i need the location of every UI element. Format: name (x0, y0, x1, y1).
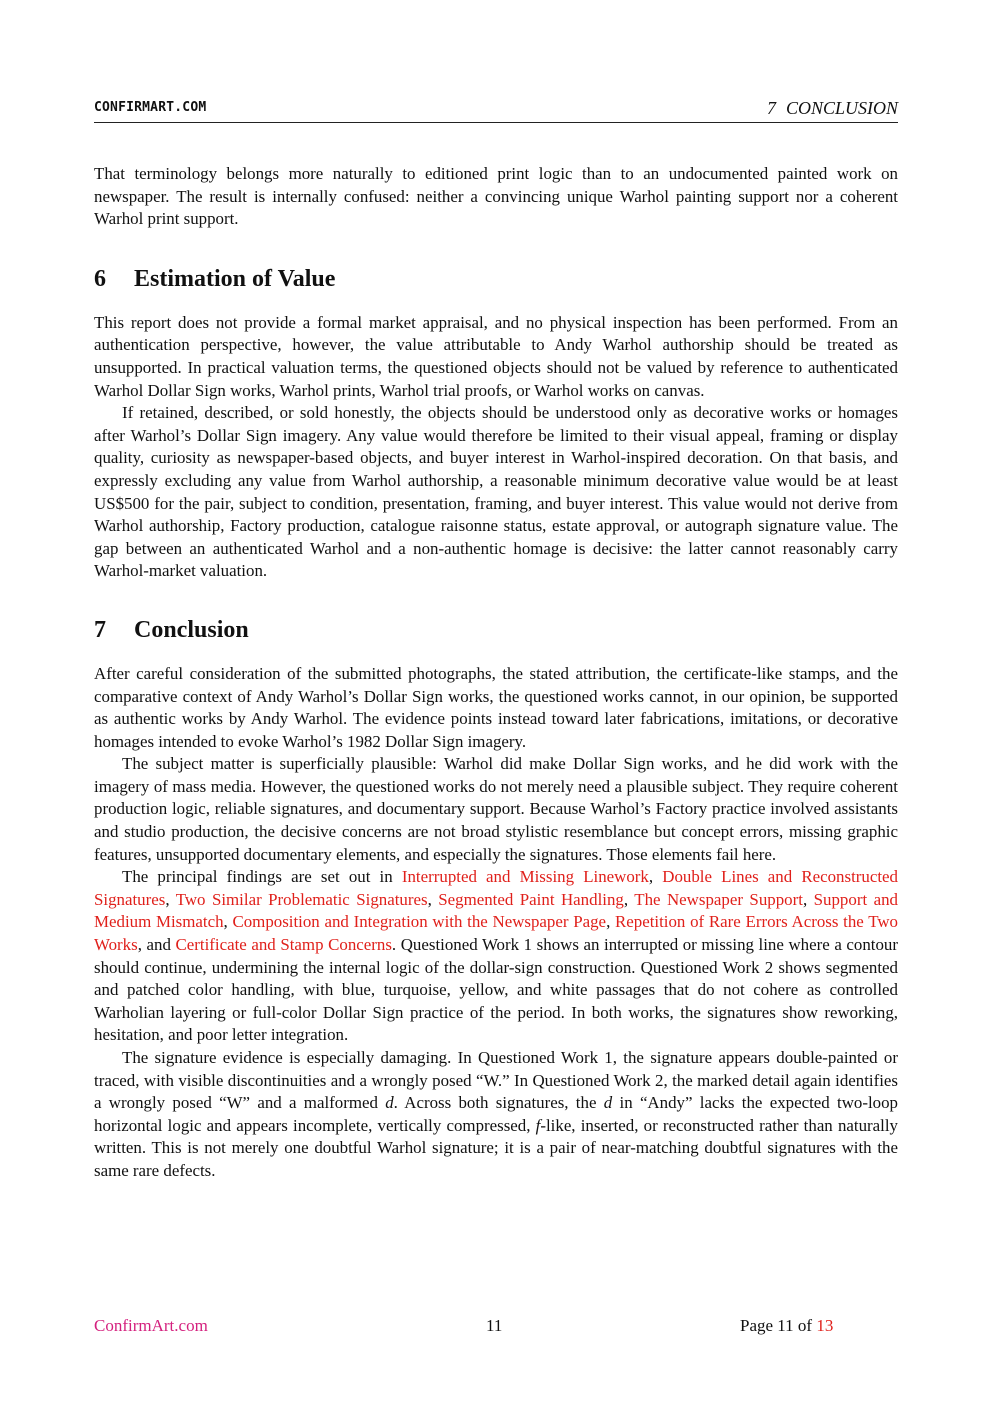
link-support-medium-mismatch[interactable]: Support and Medium Mismatch (94, 889, 898, 932)
signature-letter-d-2: d (603, 1093, 613, 1113)
section-6-number: 6 (94, 265, 106, 292)
link-composition-integration[interactable]: Composition and Integration with the Newspaper Page (232, 912, 607, 932)
footer-page-count (740, 1316, 833, 1336)
section-7-paragraph-1: After careful consideration of the submitted photographs, the stated attribution, the certificate-like stamps, and the comparative context of Andy Warhol’s Dollar Sign works, the questioned works cannot, in our opinion, be supported as authentic works by Andy Warhol. The evidence points instead toward later fabrications, imitations, or decorative homages intended to evoke Warhol’s 1982 Dollar Sign imagery. (94, 663, 898, 751)
section-6-heading (94, 264, 898, 294)
findings-intro: The principal findings are set out in (122, 867, 393, 887)
link-double-lines-signatures[interactable]: Double Lines and Reconstructed Signatures (94, 867, 898, 909)
findings-and: and (146, 935, 171, 955)
findings-paragraph: The principal findings are set out in Interrupted and Missing Linework, Double Lines and Reconstructed Signatures, Two Similar Problematic Signatures, Segmented Paint Handling, The Newspaper Support, Support and Medium Mismatch, Composition and Integration with the Newspaper Page, Repetition of Rare Errors Across the Two Works, and Certificate and Stamp Concerns. Questioned Work 1 shows an interrupted or missing line where a contour should continue, undermining the internal logic of the dollar-sign construction. Questioned Work 2 shows segmented and patched color handling, with blue, turquoise, yellow, and white passages that do not cohere as controlled Warholian layering or full-color Dollar Sign practice of the period. In both works, the signatures show reworking, hesitation, and poor letter integration. (94, 867, 899, 1045)
signature-text-1: The signature evidence is especially damaging. In Questioned Work 1, the signature appears double-painted or traced, with visible discontinuities and a wrongly posed “W.” In Questioned Work 2, the marked detail again identifies a wrongly posed “W” and a malformed (94, 1048, 898, 1113)
section-7-paragraph-2: The subject matter is superficially plausible: Warhol did make Dollar Sign works, and he did work with the imagery of mass media. However, the questioned works do not merely need a plausible subject. They require coherent production logic, reliable signatures, and documentary support. Because Warhol’s Factory practice involved assistants and studio production, the decisive concerns are not broad stylistic resemblance but concept errors, missing graphic features, unsupported documentary elements, and especially the signatures. Those elements fail here. (94, 754, 898, 864)
section-6-paragraph-2: If retained, described, or sold honestly, the objects should be understood only as decorative works or homages after Warhol’s Dollar Sign imagery. Any value would therefore be limited to their visual appeal, framing or display quality, curiosity as newspaper-based objects, and buyer interest in Warhol-inspired decoration. On that basis, and expressly excluding any value from Warhol authorship, a reasonable minimum decorative value would be at least US$500 for the pair, subject to condition, presentation, framing, and buyer interest. This value would not derive from Warhol authorship, Factory production, catalogue raisonne status, estate approval, or autograph signature value. The gap between an authenticated Warhol and a non-authentic homage is decisive: the latter cannot reasonably carry Warhol-market valuation. (94, 403, 898, 581)
link-certificate-stamp[interactable]: Certificate and Stamp Concerns (175, 935, 392, 955)
footer-page-label: Page 11 of (740, 1316, 813, 1335)
header-section-number: 7 (766, 98, 776, 118)
footer-total-pages-link[interactable]: 13 (816, 1316, 834, 1335)
header-section (767, 98, 898, 119)
page-content (94, 163, 898, 1183)
signature-letter-f: f (535, 1115, 541, 1135)
link-repetition-rare-errors[interactable]: Repetition of Rare Errors Across the Two Works (94, 912, 898, 955)
page-header (94, 98, 898, 123)
findings-rest: Questioned Work 1 shows an interrupted or missing line where a contour should continue, undermining the internal logic of the dollar-sign construction. Questioned Work 2 shows segmented and patched color handling, with blue, turquoise, yellow, and white passages that do not cohere as controlled Warholian layering or full-color Dollar Sign practice of the period. In both works, the signatures show reworking, hesitation, and poor letter integration. (94, 935, 899, 1045)
signature-text-2: . Across both signatures, the (393, 1093, 604, 1113)
section-7-title: Conclusion (134, 616, 249, 643)
signature-text-3: in “Andy” lacks the expected two-loop horizontal logic and appears incomplete, vertically compressed, (94, 1093, 899, 1135)
footer-site-link[interactable]: ConfirmArt.com (94, 1316, 208, 1335)
signature-letter-d-1: d (385, 1093, 394, 1113)
section-7-number: 7 (94, 616, 106, 643)
footer-page-number: 11 (486, 1316, 503, 1335)
signature-paragraph (94, 1047, 898, 1183)
header-logo: CONFIRMART.COM (94, 100, 207, 115)
link-segmented-paint[interactable]: Segmented Paint Handling (438, 889, 624, 909)
section-6-paragraph-1: This report does not provide a formal market appraisal, and no physical inspection has been performed. From an authentication perspective, however, the value attributable to Andy Warhol authorship should be treated as unsupported. In practical valuation terms, the questioned objects should not be valued by reference to authenticated Warhol Dollar Sign works, Warhol prints, Warhol trial proofs, or Warhol works on canvas. (94, 312, 898, 400)
page-footer (94, 1316, 898, 1340)
header-section-title: CONCLUSION (785, 98, 898, 118)
link-interrupted-linework[interactable]: Interrupted and Missing Linework (401, 867, 649, 887)
link-two-similar-signatures[interactable]: Two Similar Problematic Signatures (175, 889, 428, 909)
section-6-title: Estimation of Value (134, 265, 336, 292)
intro-paragraph: That terminology belongs more naturally to editioned print logic than to an undocumented painted work on newspaper. The result is internally confused: neither a convincing unique Warhol painting support nor a coherent Warhol print support. (94, 164, 898, 229)
signature-text-4: -like, inserted, or reconstructed rather than naturally written. This is not merely one doubtful Warhol signature; it is a pair of near-matching doubtful signatures with the same rare defects. (94, 1115, 898, 1180)
link-newspaper-support[interactable]: The Newspaper Support (634, 889, 803, 909)
section-7-heading (94, 615, 898, 645)
